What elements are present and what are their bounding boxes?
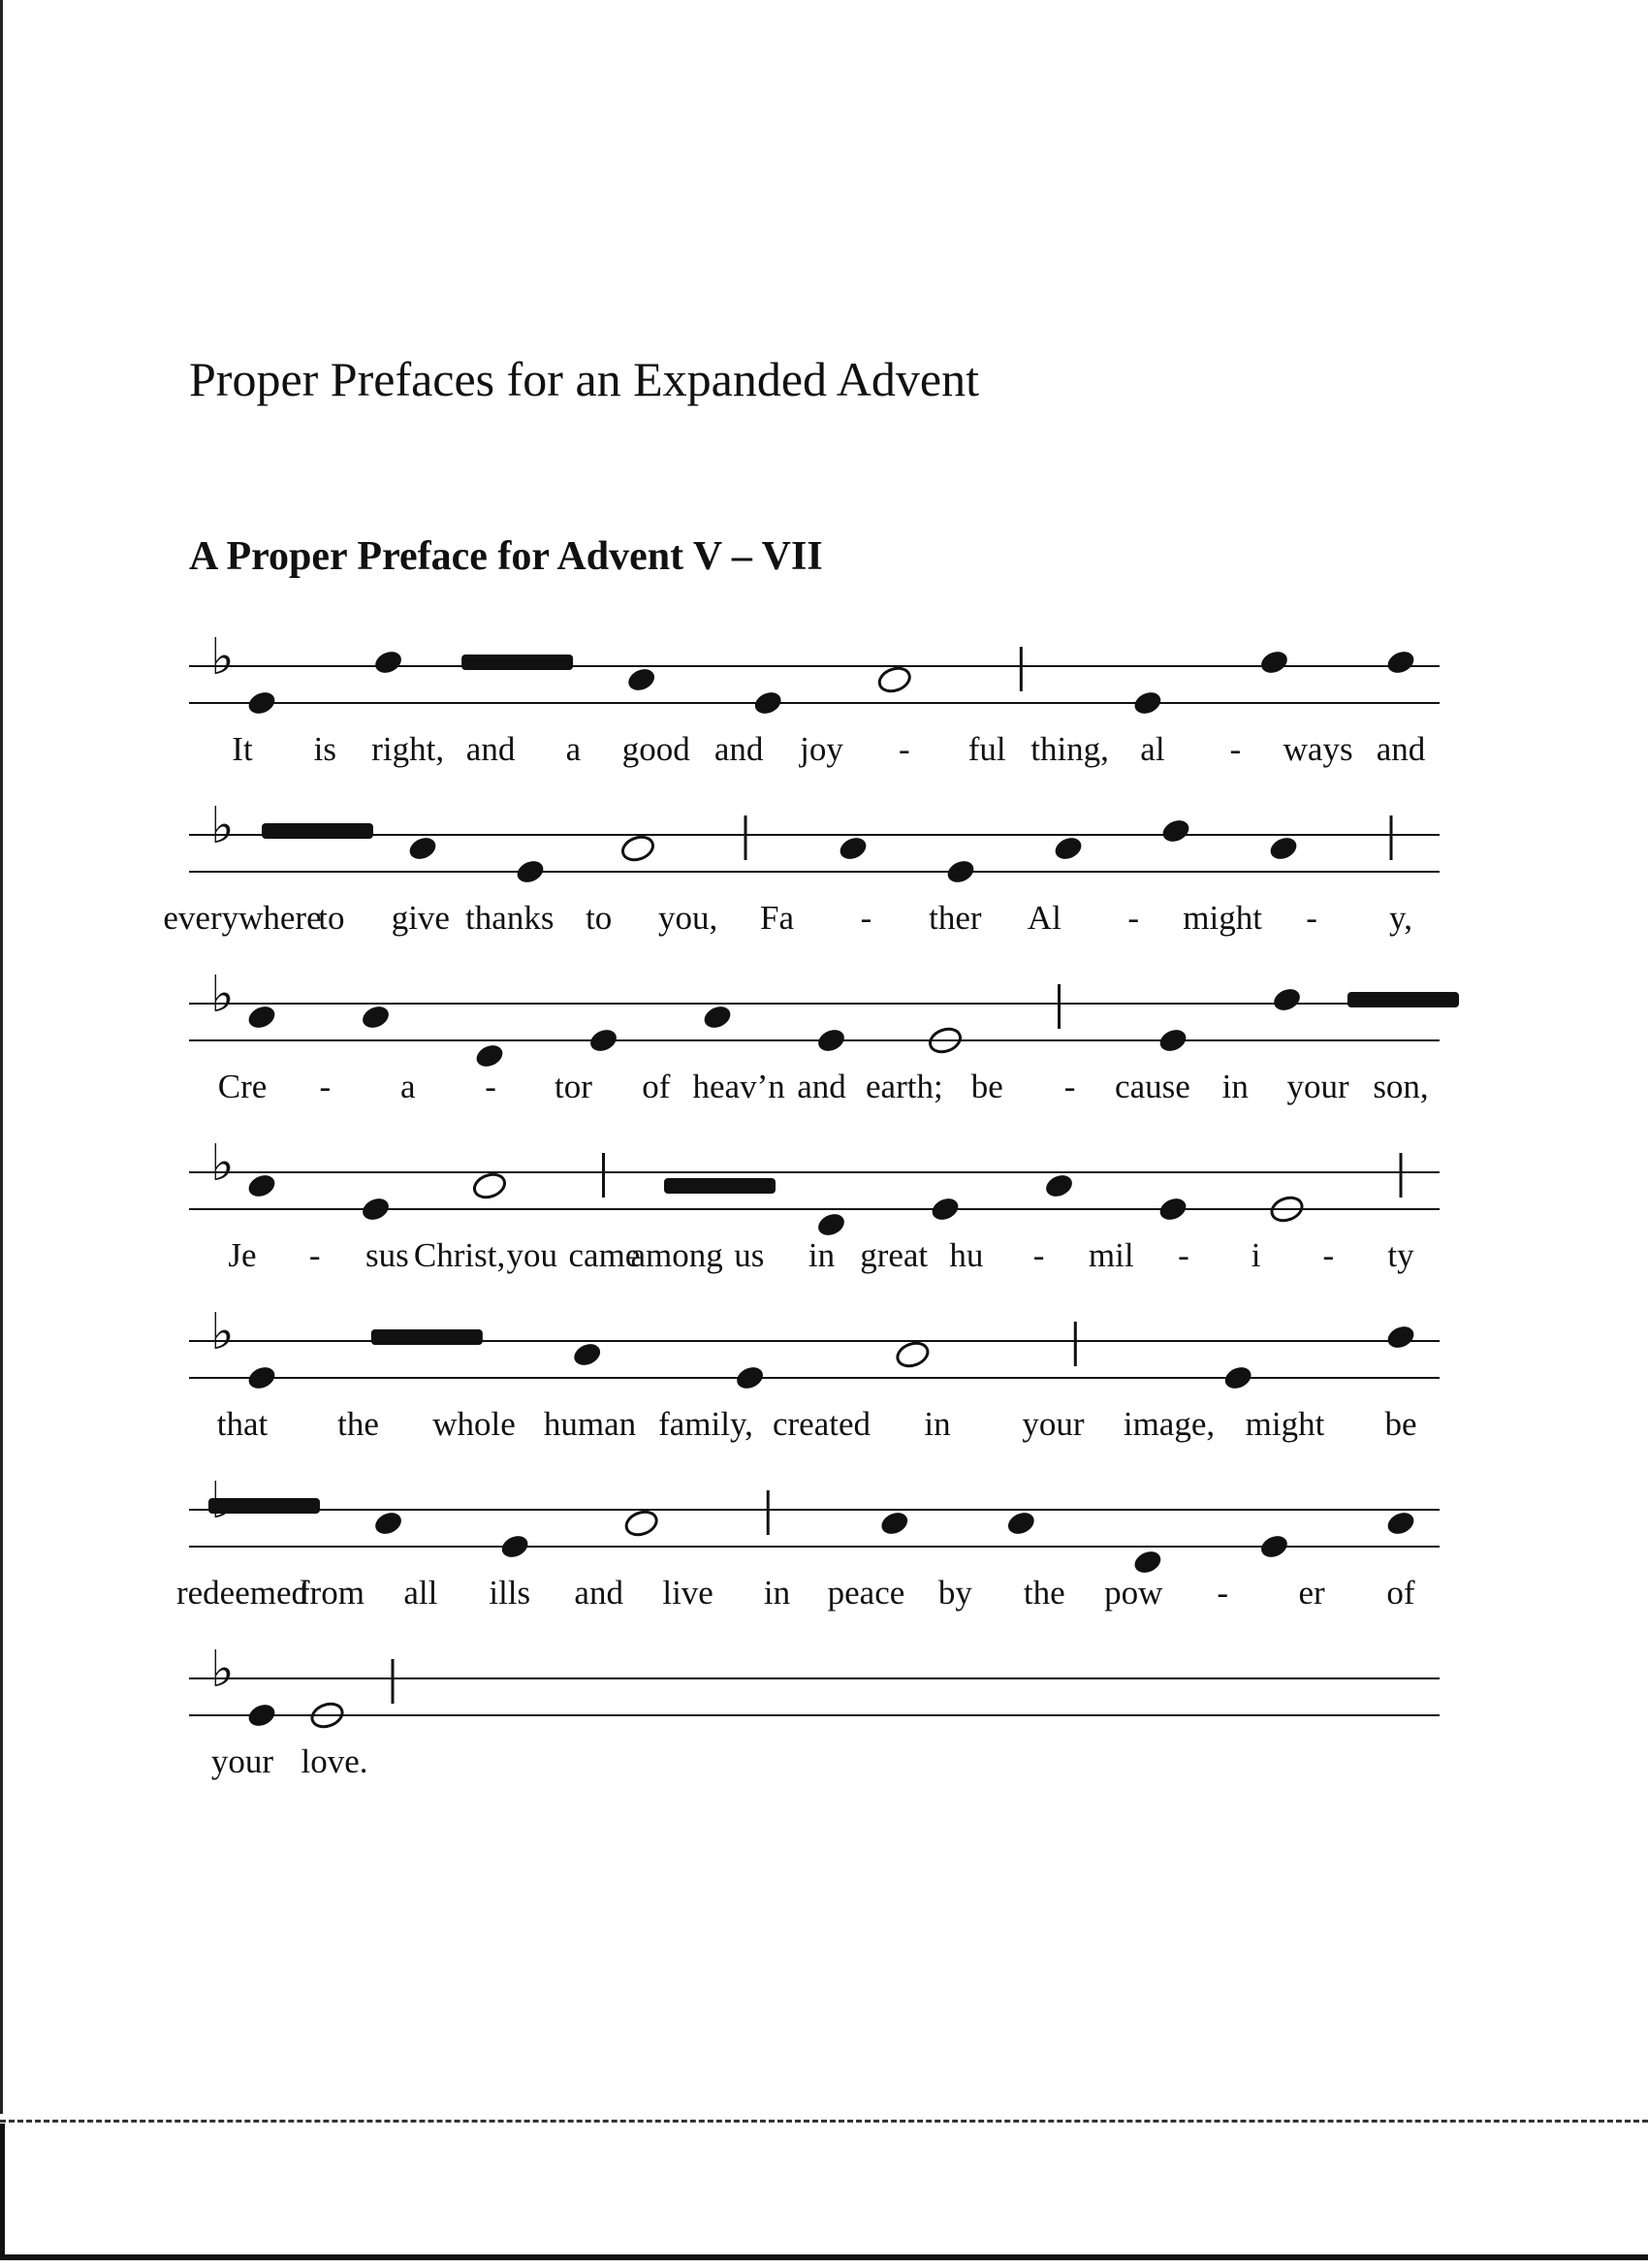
staff: [189, 966, 1440, 1142]
lyric-syllable: peace: [827, 1574, 905, 1612]
reciting-note: [664, 1178, 776, 1194]
filled-note: [245, 1003, 278, 1032]
filled-note: [815, 1026, 848, 1055]
reciting-note: [1347, 992, 1459, 1007]
lyric-syllable: -: [485, 1068, 496, 1105]
filled-note: [1384, 648, 1417, 677]
lyric-syllable: Je: [228, 1236, 257, 1274]
lyric-syllable: a: [565, 730, 582, 768]
scan-edge-left: [0, 0, 3, 2114]
section-heading: A Proper Preface for Advent V – VII: [189, 534, 823, 579]
filled-note: [360, 1003, 393, 1032]
lyric-syllable: the: [337, 1405, 379, 1443]
lyric-syllable: whole: [432, 1405, 516, 1443]
open-note: [619, 833, 656, 864]
lyric-syllable: thing,: [1030, 730, 1109, 768]
lyrics-line: [175, 1574, 1440, 1622]
lyric-syllable: earth;: [866, 1068, 943, 1105]
staff: [189, 797, 1440, 974]
lyric-syllable: your: [210, 1742, 274, 1780]
filled-note: [944, 857, 977, 886]
filled-note: [1258, 1532, 1291, 1561]
lyric-syllable: -: [1178, 1236, 1189, 1274]
filled-note: [245, 1171, 278, 1200]
filled-note: [751, 688, 784, 718]
lyric-syllable: of: [642, 1068, 671, 1105]
lyric-syllable: from: [298, 1574, 364, 1612]
filled-note: [245, 688, 278, 718]
filled-note: [1384, 1509, 1417, 1538]
filled-note: [1004, 1509, 1037, 1538]
lyric-syllable: al: [1140, 730, 1165, 768]
lyric-syllable: heav’n: [692, 1068, 785, 1105]
lyric-syllable: mil: [1088, 1236, 1134, 1274]
lyric-syllable: Al: [1027, 899, 1062, 937]
filled-note: [1157, 1195, 1189, 1224]
lyric-syllable: cause: [1115, 1068, 1190, 1105]
filled-note: [815, 1210, 848, 1239]
lyric-syllable: came: [568, 1236, 641, 1274]
lyric-syllable: that: [216, 1405, 269, 1443]
lyric-syllable: in: [924, 1405, 951, 1443]
lyric-syllable: of: [1386, 1574, 1415, 1612]
reciting-note: [262, 823, 373, 839]
lyric-syllable: good: [621, 730, 690, 768]
lyric-syllable: pow: [1104, 1574, 1163, 1612]
open-note: [471, 1170, 508, 1201]
filled-note: [1221, 1363, 1254, 1392]
page-bottom-dashed-rule: [0, 2120, 1648, 2123]
filled-note: [498, 1532, 531, 1561]
filled-note: [625, 665, 658, 694]
lyric-syllable: you: [506, 1236, 557, 1274]
filled-note: [1159, 816, 1192, 846]
filled-note: [701, 1003, 734, 1032]
lyrics-line: [189, 1068, 1440, 1116]
lyrics-line: [163, 899, 1440, 947]
lyric-syllable: son,: [1373, 1068, 1429, 1105]
lyric-syllable: and: [574, 1574, 623, 1612]
lyric-syllable: created: [772, 1405, 872, 1443]
chant-system: [189, 966, 1440, 1142]
filled-note: [245, 1363, 278, 1392]
page-bottom-bracket: [0, 2124, 13, 2259]
flat-clef-icon: ♭: [210, 1303, 235, 1361]
lyric-syllable: in: [763, 1574, 791, 1612]
lyric-syllable: the: [1023, 1574, 1065, 1612]
lyric-syllable: -: [1322, 1236, 1335, 1274]
lyric-syllable: live: [662, 1574, 713, 1612]
lyric-syllable: be: [1384, 1405, 1417, 1443]
lyric-syllable: image,: [1123, 1405, 1216, 1443]
reciting-note: [371, 1329, 483, 1345]
filled-note: [1043, 1171, 1076, 1200]
flat-clef-icon: ♭: [210, 797, 235, 855]
filled-note: [473, 1041, 506, 1070]
filled-note: [1258, 648, 1291, 677]
lyric-syllable: -: [308, 1236, 321, 1274]
lyric-syllable: love.: [301, 1742, 368, 1780]
lyric-syllable: everywhere: [163, 899, 322, 937]
staff: [189, 1303, 1440, 1480]
lyric-syllable: human: [543, 1405, 637, 1443]
lyric-syllable: -: [319, 1068, 332, 1105]
lyric-syllable: ful: [967, 730, 1006, 768]
lyric-syllable: -: [899, 730, 910, 768]
flat-clef-icon: ♭: [210, 1134, 235, 1193]
filled-note: [406, 834, 439, 863]
lyric-syllable: by: [937, 1574, 972, 1612]
filled-note: [734, 1363, 767, 1392]
reciting-note: [461, 655, 573, 670]
lyric-syllable: -: [1217, 1574, 1228, 1612]
filled-note: [514, 857, 547, 886]
filled-note: [1131, 1548, 1164, 1577]
filled-note: [1131, 688, 1164, 718]
chant-system: [189, 628, 1440, 805]
lyric-syllable: and: [465, 730, 516, 768]
lyric-syllable: thanks: [465, 899, 555, 937]
filled-note: [587, 1026, 620, 1055]
lyric-syllable: -: [1306, 899, 1317, 937]
chant-system: [189, 1134, 1440, 1311]
filled-note: [372, 1509, 405, 1538]
lyric-syllable: us: [734, 1236, 765, 1274]
lyric-syllable: sus: [365, 1236, 409, 1274]
lyric-syllable: hu: [949, 1236, 984, 1274]
lyric-syllable: -: [1127, 899, 1140, 937]
lyric-syllable: to: [318, 899, 345, 937]
chant-system: [163, 797, 1440, 974]
filled-note: [360, 1195, 393, 1224]
lyric-syllable: i: [1251, 1236, 1261, 1274]
reciting-note: [208, 1498, 320, 1514]
filled-note: [1271, 985, 1304, 1014]
lyric-syllable: might: [1183, 899, 1262, 937]
filled-note: [929, 1195, 962, 1224]
lyric-syllable: a: [399, 1068, 416, 1105]
open-note: [623, 1508, 660, 1539]
lyric-syllable: -: [1229, 730, 1242, 768]
filled-note: [571, 1340, 604, 1369]
lyric-syllable: ther: [929, 899, 982, 937]
lyric-syllable: It: [232, 730, 253, 768]
staff: [189, 1479, 1440, 1648]
lyric-syllable: -: [1063, 1068, 1076, 1105]
lyric-syllable: in: [808, 1236, 836, 1274]
lyric-syllable: ty: [1387, 1236, 1414, 1274]
flat-clef-icon: ♭: [210, 966, 235, 1024]
chant-system: [175, 1479, 1440, 1648]
lyric-syllable: and: [797, 1068, 846, 1105]
staff: [189, 1641, 1440, 1817]
lyric-syllable: family,: [658, 1405, 753, 1443]
page-title: Proper Prefaces for an Expanded Advent: [189, 352, 979, 406]
filled-note: [837, 834, 870, 863]
page-bottom-edge: [0, 2254, 1648, 2260]
open-note: [895, 1339, 932, 1370]
lyric-syllable: you,: [657, 899, 718, 937]
staff: [189, 1134, 1440, 1311]
lyric-syllable: redeemed: [175, 1574, 309, 1612]
lyrics-line: [189, 1405, 1440, 1453]
filled-note: [1157, 1026, 1189, 1055]
lyric-syllable: all: [403, 1574, 438, 1612]
lyrics-line: [189, 1236, 1440, 1285]
lyrics-line: [189, 1742, 1440, 1791]
lyric-syllable: and: [713, 730, 764, 768]
lyric-syllable: ways: [1283, 730, 1353, 768]
filled-note: [245, 1701, 278, 1730]
lyric-syllable: tor: [554, 1068, 592, 1105]
staff: [189, 628, 1440, 805]
flat-clef-icon: ♭: [210, 1641, 235, 1699]
filled-note: [1267, 834, 1300, 863]
filled-note: [1384, 1323, 1417, 1352]
lyric-syllable: to: [586, 899, 613, 937]
lyric-syllable: is: [313, 730, 337, 768]
lyrics-line: [189, 730, 1440, 779]
lyric-syllable: be: [970, 1068, 1003, 1105]
lyric-syllable: -: [860, 899, 872, 937]
lyric-syllable: right,: [371, 730, 445, 768]
filled-note: [878, 1509, 911, 1538]
filled-note: [1052, 834, 1085, 863]
lyric-syllable: er: [1298, 1574, 1325, 1612]
lyric-syllable: joy: [800, 730, 843, 768]
lyric-syllable: Cre: [217, 1068, 268, 1105]
lyric-syllable: your: [1286, 1068, 1349, 1105]
lyric-syllable: y,: [1389, 899, 1412, 937]
chant-system: [189, 1641, 1440, 1817]
filled-note: [372, 648, 405, 677]
lyric-syllable: your: [1022, 1405, 1085, 1443]
lyric-syllable: -: [1032, 1236, 1045, 1274]
open-note: [876, 664, 913, 695]
flat-clef-icon: ♭: [210, 628, 235, 687]
lyric-syllable: ills: [489, 1574, 531, 1612]
lyric-syllable: and: [1376, 730, 1426, 768]
lyric-syllable: give: [391, 899, 450, 937]
lyric-syllable: among: [630, 1236, 723, 1274]
lyric-syllable: Christ,: [413, 1236, 506, 1274]
lyric-syllable: might: [1245, 1405, 1325, 1443]
lyric-syllable: in: [1221, 1068, 1249, 1105]
lyric-syllable: Fa: [760, 899, 795, 937]
lyric-syllable: great: [860, 1236, 929, 1274]
chant-system: [189, 1303, 1440, 1480]
